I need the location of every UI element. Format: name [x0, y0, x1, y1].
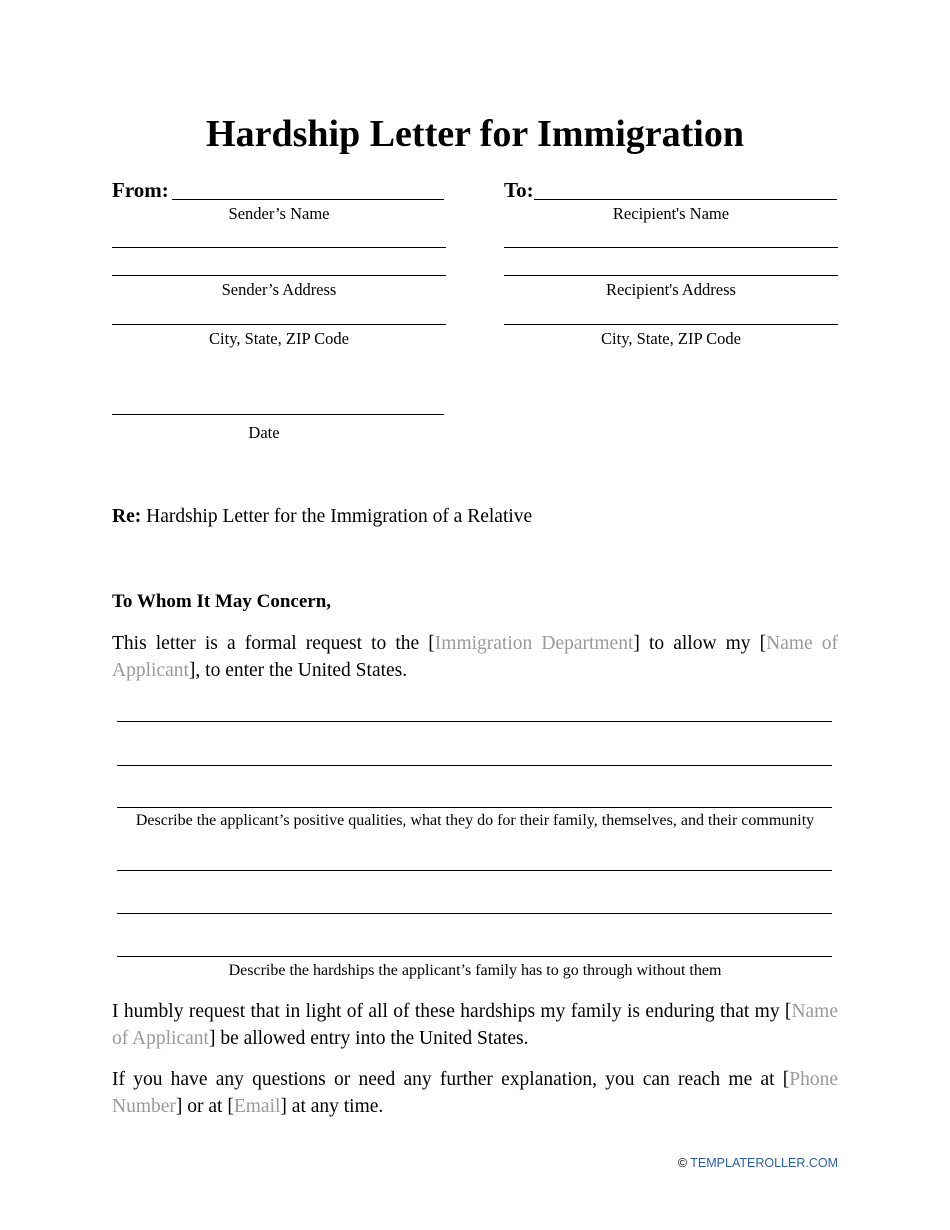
footer-credit [678, 1155, 838, 1171]
hardships-line-3[interactable] [117, 956, 832, 957]
recipient-address-line-2[interactable] [504, 275, 838, 276]
sender-address-line-1[interactable] [112, 247, 446, 248]
copyright-icon: © [677, 1156, 688, 1170]
recipient-name-caption: Recipient's Name [612, 204, 730, 223]
recipient-name-line[interactable] [534, 199, 837, 200]
sender-address-caption: Sender’s Address [221, 280, 337, 299]
sender-address-line-2[interactable] [112, 275, 446, 276]
request-paragraph [112, 630, 838, 684]
immigration-department-placeholder[interactable]: Immigration Department [434, 633, 634, 654]
document-title: Hardship Letter for Immigration [206, 113, 744, 155]
hardships-line-1[interactable] [117, 870, 832, 871]
contact-paragraph [112, 1066, 838, 1120]
applicant-name-placeholder[interactable]: Name of Applicant [112, 633, 838, 681]
phone-number-placeholder[interactable]: Phone Number [112, 1069, 838, 1117]
para3-text-1: If you have any questions or need any further explanation, you can reach me at [ [112, 1069, 790, 1090]
re-line [112, 505, 532, 529]
para1-text-1: This letter is a formal request to the [ [112, 633, 435, 654]
applicant-name-placeholder-2[interactable]: Name of Applicant [112, 1001, 838, 1049]
sender-name-caption: Sender’s Name [228, 204, 330, 223]
para1-text-3: ], to enter the United States. [188, 660, 408, 681]
para1-text-2: ] to allow my [ [633, 633, 767, 654]
templateroller-link[interactable]: TEMPLATEROLLER.COM [690, 1156, 838, 1170]
sender-city-caption: City, State, ZIP Code [209, 329, 349, 348]
from-label: From: [112, 178, 169, 202]
email-placeholder[interactable]: Email [233, 1096, 281, 1117]
hardships-line-2[interactable] [117, 913, 832, 914]
recipient-city-line[interactable] [504, 324, 838, 325]
date-caption: Date [248, 423, 280, 442]
recipient-address-line-1[interactable] [504, 247, 838, 248]
para3-text-2: ] or at [ [175, 1096, 234, 1117]
hardships-caption: Describe the hardships the applicant’s family has to go through without them [228, 962, 722, 979]
re-text: Hardship Letter for the Immigration of a Relative [141, 506, 533, 527]
para2-text-1: I humbly request that in light of all of these hardships my family is enduring that my [ [112, 1001, 792, 1022]
recipient-city-caption: City, State, ZIP Code [601, 329, 741, 348]
para2-text-2: ] be allowed entry into the United States. [208, 1028, 529, 1049]
sender-name-line[interactable] [172, 199, 444, 200]
para3-text-3: ] at any time. [280, 1096, 384, 1117]
date-line[interactable] [112, 414, 444, 415]
qualities-line-1[interactable] [117, 721, 832, 722]
sender-city-line[interactable] [112, 324, 446, 325]
qualities-line-3[interactable] [117, 807, 832, 808]
qualities-caption: Describe the applicant’s positive qualities, what they do for their family, themselves, and their community [135, 812, 815, 829]
recipient-address-caption: Recipient's Address [606, 280, 736, 299]
entry-request-paragraph [112, 998, 838, 1052]
qualities-line-2[interactable] [117, 765, 832, 766]
to-label: To: [504, 178, 534, 202]
greeting: To Whom It May Concern, [112, 591, 332, 612]
re-label: Re: [112, 506, 142, 527]
